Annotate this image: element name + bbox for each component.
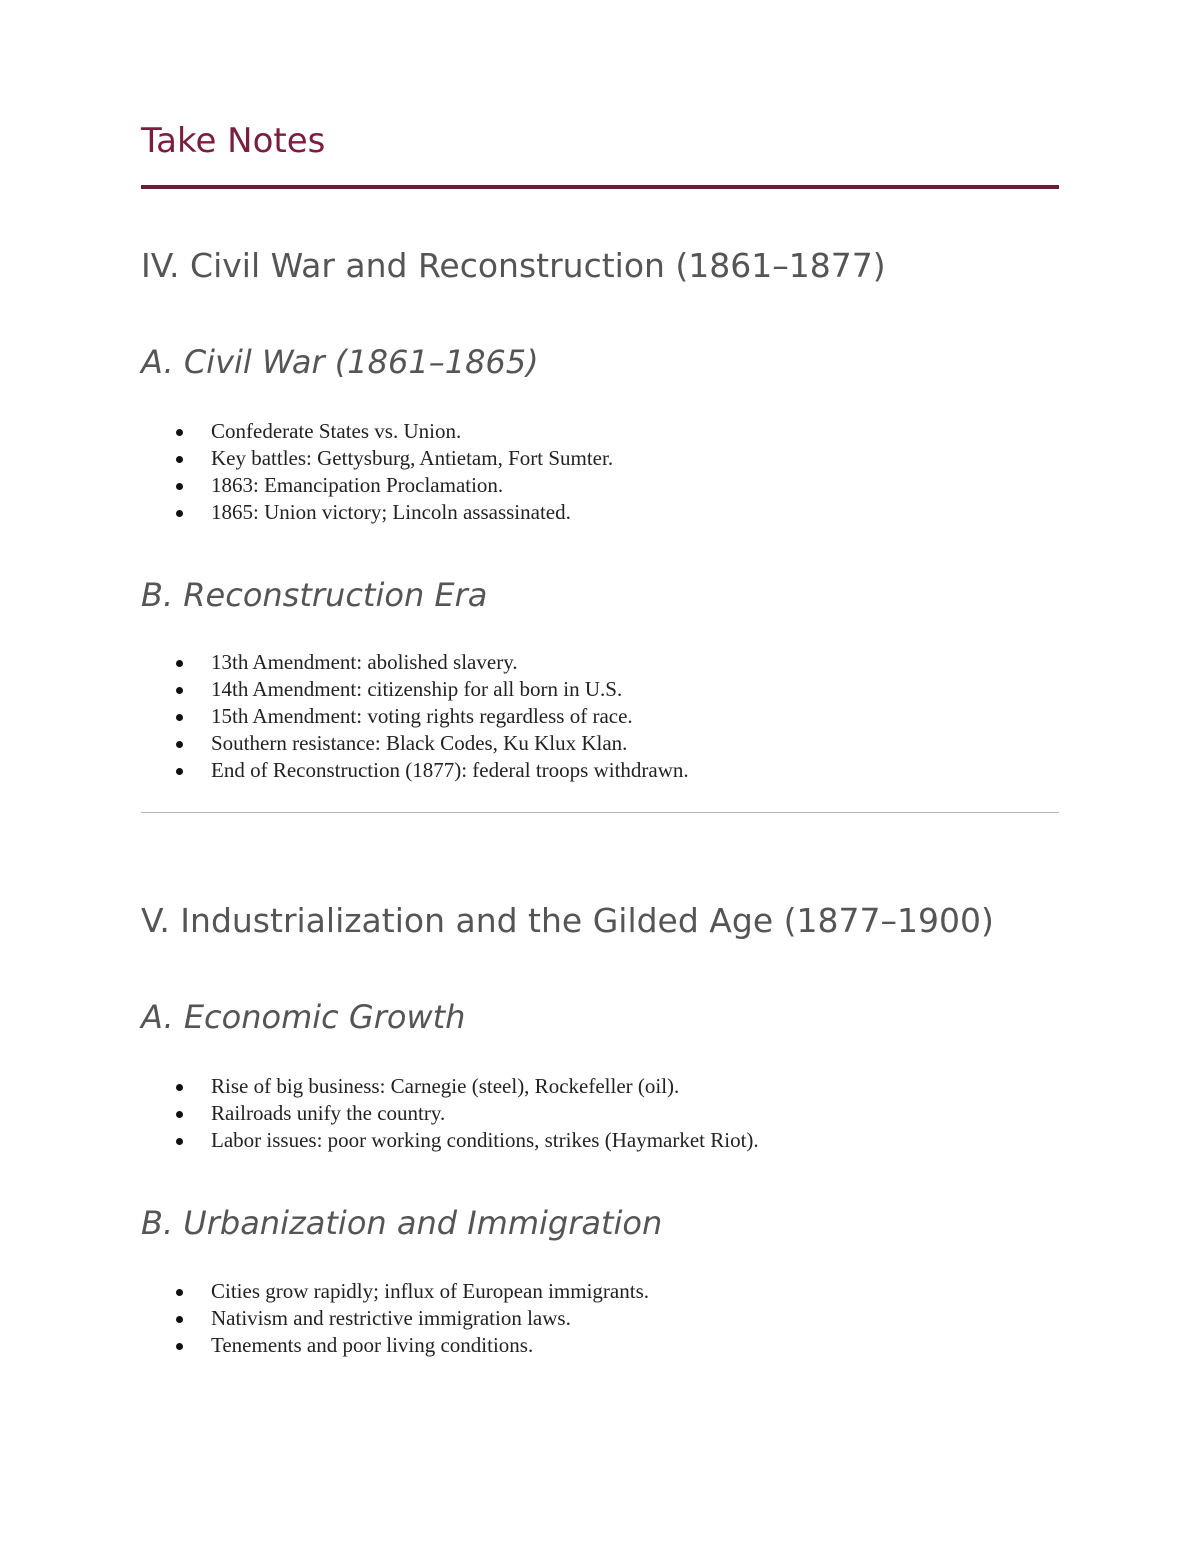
list-item-text: End of Reconstruction (1877): federal troops withdrawn. xyxy=(211,758,689,782)
bullet-icon xyxy=(176,687,183,694)
list-item-text: Southern resistance: Black Codes, Ku Klux Klan. xyxy=(211,731,628,755)
list-item xyxy=(141,418,613,445)
section-divider xyxy=(141,812,1059,813)
bullet-icon xyxy=(176,1343,183,1350)
bullet-icon xyxy=(176,510,183,517)
list-item-text: 1865: Union victory; Lincoln assassinated. xyxy=(211,500,571,524)
list-item-text: Key battles: Gettysburg, Antietam, Fort Sumter. xyxy=(211,446,614,470)
subsection-heading-reconstruction: B. Reconstruction Era xyxy=(141,576,488,614)
bullet-list-urbanization xyxy=(141,1278,649,1359)
list-item xyxy=(141,1100,759,1127)
bullet-list-civil-war xyxy=(141,418,613,526)
list-item xyxy=(141,1127,759,1154)
bullet-icon xyxy=(176,1138,183,1145)
bullet-icon xyxy=(176,1084,183,1091)
list-item xyxy=(141,1073,759,1100)
bullet-list-economic-growth xyxy=(141,1073,759,1154)
list-item xyxy=(141,757,689,784)
list-item xyxy=(141,730,689,757)
bullet-icon xyxy=(176,1111,183,1118)
subsection-heading-urbanization: B. Urbanization and Immigration xyxy=(141,1204,663,1242)
list-item-text: Railroads unify the country. xyxy=(211,1101,446,1125)
list-item-text: Confederate States vs. Union. xyxy=(211,419,462,443)
list-item-text: 1863: Emancipation Proclamation. xyxy=(211,473,504,497)
subsection-heading-economic-growth: A. Economic Growth xyxy=(141,998,466,1036)
title-underline xyxy=(141,185,1059,189)
bullet-icon xyxy=(176,714,183,721)
list-item xyxy=(141,499,613,526)
list-item xyxy=(141,1305,649,1332)
list-item xyxy=(141,1332,649,1359)
list-item-text: 13th Amendment: abolished slavery. xyxy=(211,650,518,674)
list-item xyxy=(141,703,689,730)
section-heading-v: V. Industrialization and the Gilded Age (1877–1900) xyxy=(141,901,994,940)
section-heading-iv: IV. Civil War and Reconstruction (1861–1877) xyxy=(141,246,886,285)
list-item xyxy=(141,676,689,703)
bullet-icon xyxy=(176,483,183,490)
list-item-text: Cities grow rapidly; influx of European immigrants. xyxy=(211,1279,650,1303)
list-item-text: 15th Amendment: voting rights regardless of race. xyxy=(211,704,633,728)
list-item-text: Rise of big business: Carnegie (steel), Rockefeller (oil). xyxy=(211,1074,680,1098)
subsection-heading-civil-war: A. Civil War (1861–1865) xyxy=(141,343,539,381)
bullet-icon xyxy=(176,741,183,748)
list-item-text: Nativism and restrictive immigration laws. xyxy=(211,1306,571,1330)
list-item-text: Labor issues: poor working conditions, strikes (Haymarket Riot). xyxy=(211,1128,759,1152)
page-title: Take Notes xyxy=(141,121,326,161)
list-item xyxy=(141,445,613,472)
list-item-text: 14th Amendment: citizenship for all born in U.S. xyxy=(211,677,623,701)
list-item xyxy=(141,1278,649,1305)
list-item xyxy=(141,472,613,499)
bullet-icon xyxy=(176,660,183,667)
bullet-icon xyxy=(176,1316,183,1323)
bullet-icon xyxy=(176,429,183,436)
bullet-list-reconstruction xyxy=(141,649,689,784)
list-item-text: Tenements and poor living conditions. xyxy=(211,1333,534,1357)
bullet-icon xyxy=(176,456,183,463)
bullet-icon xyxy=(176,768,183,775)
bullet-icon xyxy=(176,1289,183,1296)
list-item xyxy=(141,649,689,676)
